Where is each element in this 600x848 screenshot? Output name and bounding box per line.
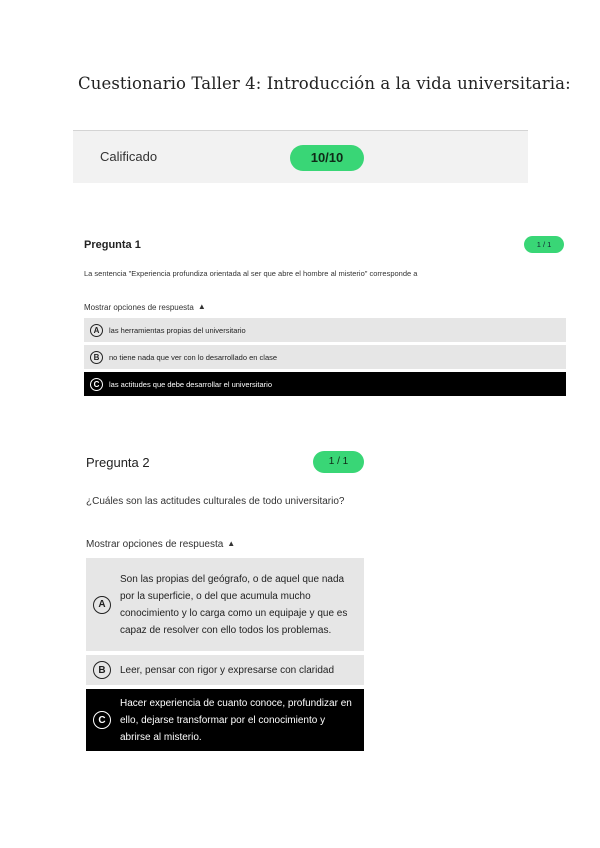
option-text: Hacer experiencia de cuanto conoce, profundizar en ello, dejarse transformar por el conocimiento y abrirse al misterio. <box>120 697 352 743</box>
answer-option-c-selected[interactable] <box>86 689 364 751</box>
answer-option-b[interactable] <box>86 655 364 685</box>
option-letter-c: C <box>93 711 111 729</box>
answer-options <box>84 318 566 399</box>
option-letter-a: A <box>90 324 103 337</box>
option-letter-b: B <box>90 351 103 364</box>
option-text: Son las propias del geógrafo, o de aquel que nada por la superficie, o del que acumula mucho conocimiento y lo carga como un equipaje y que es capaz de resolver con ello todos los problemas. <box>120 573 348 636</box>
answer-option-a[interactable] <box>86 558 364 651</box>
question-title: Pregunta 1 <box>84 239 141 251</box>
option-text: Leer, pensar con rigor y expresarse con claridad <box>120 664 335 676</box>
show-options-toggle[interactable] <box>84 302 206 312</box>
question-title: Pregunta 2 <box>86 455 150 470</box>
option-letter-b: B <box>93 661 111 679</box>
option-text: no tiene nada que ver con lo desarrollado en clase <box>109 352 278 362</box>
chevron-up-icon: ▲ <box>197 302 206 311</box>
grade-score-badge: 10/10 <box>290 145 364 171</box>
option-text: las actitudes que debe desarrollar el universitario <box>109 379 273 389</box>
answer-options <box>86 558 364 755</box>
option-letter-c: C <box>90 378 103 391</box>
question-score-badge: 1 / 1 <box>313 451 364 473</box>
question-score-badge: 1 / 1 <box>524 236 564 253</box>
option-letter-a: A <box>93 596 111 614</box>
show-options-label: Mostrar opciones de respuesta <box>84 303 194 312</box>
question-text: La sentencia "Experiencia profundiza orientada al ser que abre el hombre al misterio" corresponde a <box>84 269 418 278</box>
option-text: las herramientas propias del universitario <box>109 325 246 335</box>
question-text: ¿Cuáles son las actitudes culturales de todo universitario? <box>86 496 345 507</box>
grade-summary <box>73 130 528 183</box>
page-title: Cuestionario Taller 4: Introducción a la vida universitaria: <box>78 74 571 93</box>
show-options-toggle[interactable] <box>86 539 235 550</box>
grade-label: Calificado <box>100 149 158 164</box>
chevron-up-icon: ▲ <box>227 539 236 548</box>
show-options-label: Mostrar opciones de respuesta <box>86 539 224 550</box>
answer-option-b[interactable] <box>84 345 566 369</box>
answer-option-a[interactable] <box>84 318 566 342</box>
answer-option-c-selected[interactable] <box>84 372 566 396</box>
